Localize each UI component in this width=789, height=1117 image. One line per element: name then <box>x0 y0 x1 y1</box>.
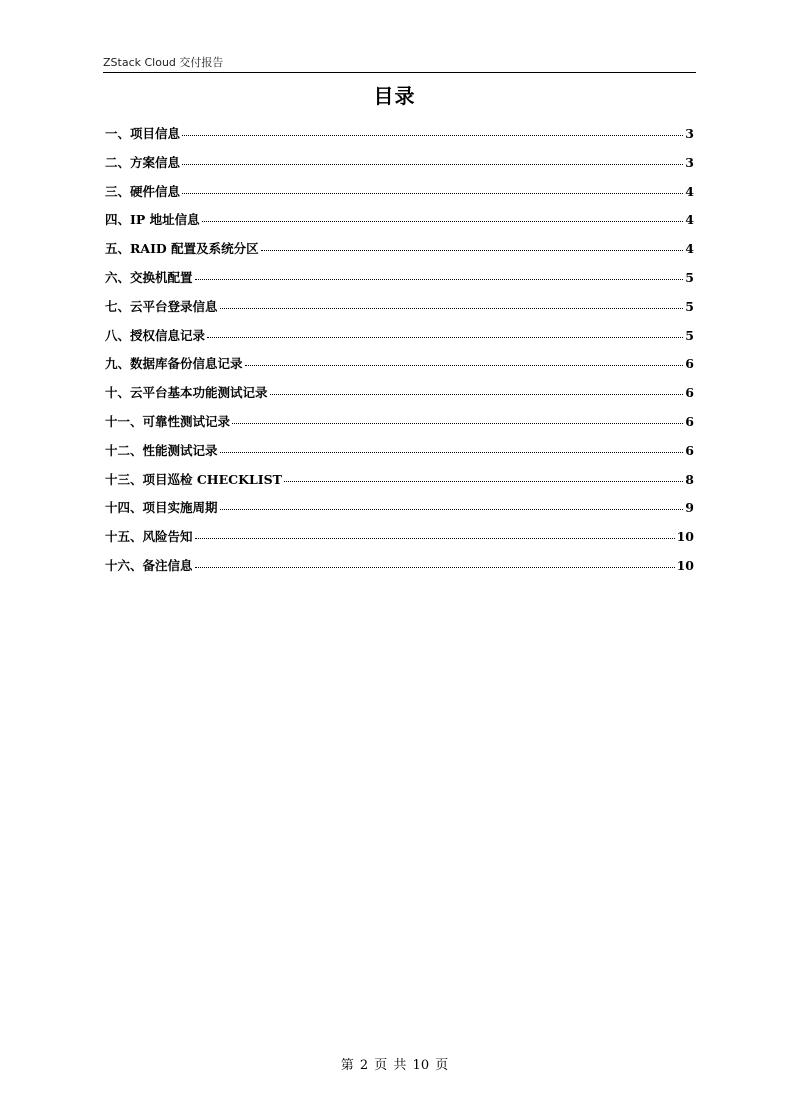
toc-entry-page: 4 <box>685 183 694 199</box>
toc-leader <box>220 308 684 309</box>
toc-leader <box>245 365 684 366</box>
toc-entry[interactable] <box>105 412 694 441</box>
toc-entry-label: 八、授权信息记录 <box>105 327 206 343</box>
page-footer: 第 2 页 共 10 页 <box>340 1058 449 1073</box>
toc-entry-page: 6 <box>685 442 694 458</box>
toc-entry-page: 10 <box>676 557 694 573</box>
toc-entry[interactable] <box>105 239 694 268</box>
toc-entry-label: 十二、性能测试记录 <box>105 442 218 458</box>
toc-entry[interactable] <box>105 556 694 585</box>
toc-entry-page: 3 <box>685 126 694 141</box>
toc-entry-label: 三、硬件信息 <box>105 183 181 199</box>
toc-entry-label: 九、数据库备份信息记录 <box>105 356 243 372</box>
toc-entry-label: 六、交换机配置 <box>105 269 193 285</box>
toc-leader <box>182 193 683 194</box>
toc-entry-label: 十六、备注信息 <box>105 557 193 573</box>
toc-leader <box>182 164 683 165</box>
toc-entry-label: 一、项目信息 <box>105 126 181 141</box>
toc-entry-page: 9 <box>685 500 694 516</box>
table-of-contents <box>105 124 694 585</box>
toc-leader <box>182 135 683 136</box>
toc-entry-label: 十四、项目实施周期 <box>105 500 218 516</box>
toc-entry[interactable] <box>105 297 694 326</box>
header-divider <box>103 72 696 73</box>
toc-entry[interactable] <box>105 210 694 239</box>
toc-entry-page: 5 <box>685 327 694 343</box>
toc-entry-label: 十、云平台基本功能测试记录 <box>105 385 268 401</box>
toc-entry-label: 五、RAID 配置及系统分区 <box>105 241 259 257</box>
toc-entry-page: 8 <box>685 471 694 487</box>
toc-leader <box>232 423 683 424</box>
toc-entry[interactable] <box>105 124 694 153</box>
toc-leader <box>207 337 683 338</box>
toc-entry-label: 十五、风险告知 <box>105 529 193 545</box>
toc-entry-page: 3 <box>685 154 694 170</box>
toc-entry-page: 4 <box>685 212 694 228</box>
toc-leader <box>220 452 684 453</box>
toc-leader <box>195 567 675 568</box>
toc-entry[interactable] <box>105 498 694 527</box>
toc-leader <box>261 250 684 251</box>
toc-leader <box>284 481 683 482</box>
toc-entry[interactable] <box>105 354 694 383</box>
toc-entry-label: 十三、项目巡检 CHECKLIST <box>105 471 282 487</box>
toc-leader <box>270 394 684 395</box>
toc-entry[interactable] <box>105 383 694 412</box>
toc-leader <box>202 221 684 222</box>
toc-entry-page: 6 <box>685 356 694 372</box>
toc-entry-page: 6 <box>685 413 694 429</box>
toc-entry-page: 5 <box>685 269 694 285</box>
toc-title: 目录 <box>373 84 416 108</box>
toc-entry-label: 二、方案信息 <box>105 154 181 170</box>
toc-entry[interactable] <box>105 527 694 556</box>
toc-entry-page: 5 <box>685 298 694 314</box>
toc-entry-label: 四、IP 地址信息 <box>105 212 200 228</box>
toc-entry-label: 七、云平台登录信息 <box>105 298 218 314</box>
toc-leader <box>195 279 684 280</box>
toc-entry[interactable] <box>105 153 694 182</box>
toc-entry[interactable] <box>105 470 694 499</box>
toc-entry[interactable] <box>105 182 694 211</box>
toc-entry-page: 6 <box>685 385 694 401</box>
toc-entry-page: 4 <box>685 241 694 257</box>
toc-entry-label: 十一、可靠性测试记录 <box>105 413 231 429</box>
toc-entry[interactable] <box>105 326 694 355</box>
toc-entry[interactable] <box>105 441 694 470</box>
toc-entry-page: 10 <box>676 529 694 545</box>
toc-entry[interactable] <box>105 268 694 297</box>
page-header: ZStack Cloud 交付报告 <box>103 56 224 69</box>
toc-leader <box>195 538 675 539</box>
toc-leader <box>220 509 684 510</box>
